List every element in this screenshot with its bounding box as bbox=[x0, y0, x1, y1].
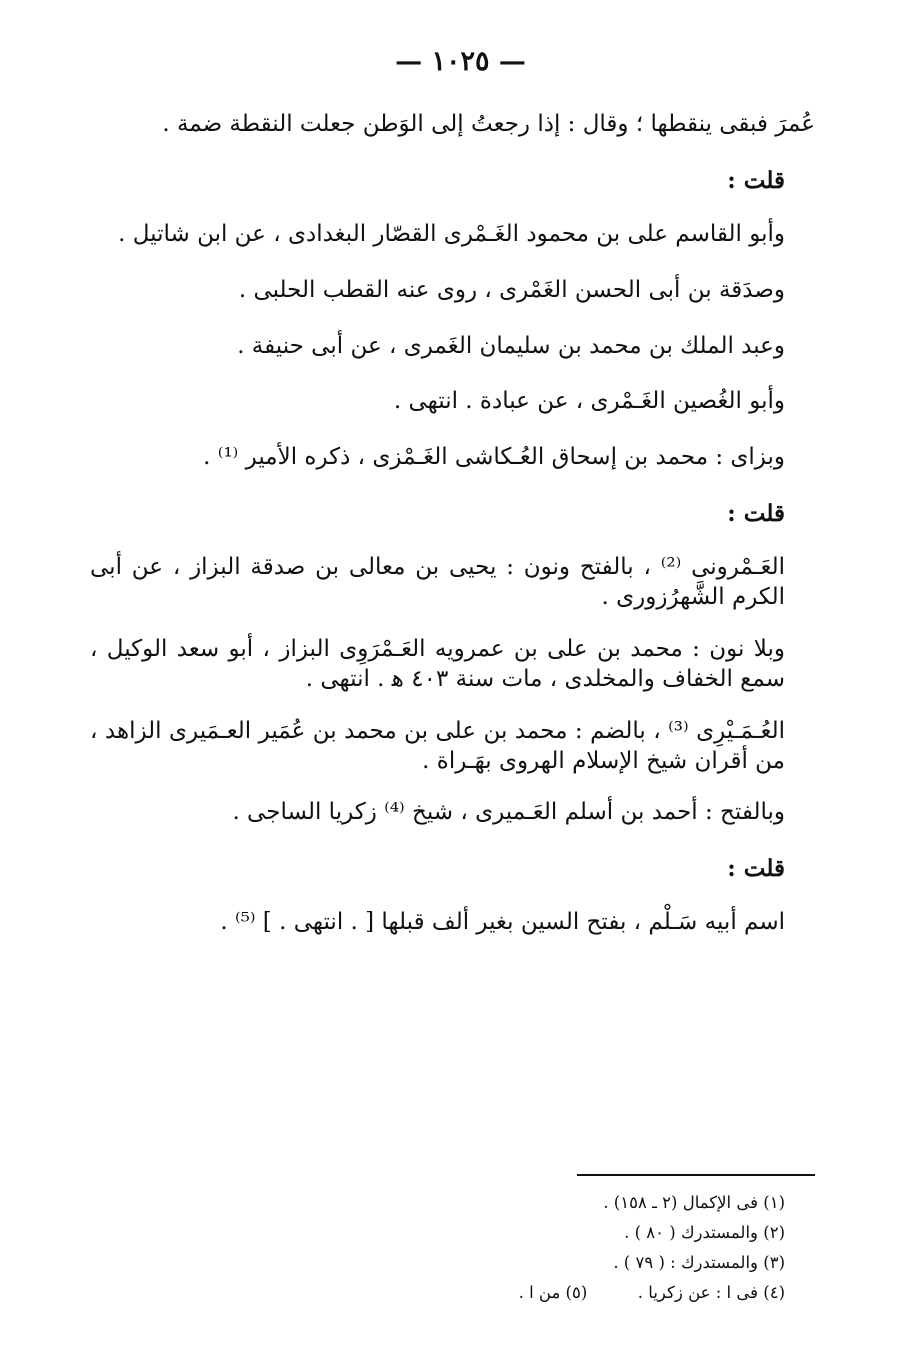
text-line: وأبو الغُصين الغَـمْرى ، عن عبادة . انتهى . bbox=[393, 388, 785, 415]
page-number: — ١٠٢٥ — bbox=[395, 46, 526, 77]
footnote-divider bbox=[577, 1174, 815, 1176]
text-line: اسم أبيه سَـلْم ، بفتح السين بغير ألف قبلها [ . انتهى . ] ⁽⁵⁾ . bbox=[220, 909, 785, 936]
text-line: وعبد الملك بن محمد بن سليمان الغَمرى ، عن أبى حنيفة . bbox=[237, 332, 785, 359]
footnote-3: (٣) والمستدرك : ( ٧٩ ) . bbox=[613, 1253, 785, 1272]
paragraph: العَـمْرونى ⁽²⁾ ، بالفتح ونون : يحيى بن معالى بن صدقة البزاز ، عن أبى الكرم الشَّهرُزورى . bbox=[90, 554, 786, 611]
text-line: وبزاى : محمد بن إسحاق العُـكاشى الغَـمْزى ، ذكره الأمير ⁽¹⁾ . bbox=[203, 444, 785, 471]
footnote-2: (٢) والمستدرك ( ٨٠ ) . bbox=[624, 1223, 785, 1242]
section-heading: قلت : bbox=[727, 855, 785, 883]
text-line: وأبو القاسم على بن محمود الغَـمْرى القصّار البغدادى ، عن ابن شاتيل . bbox=[118, 220, 785, 247]
footnote-4: (٤) فى ا : عن زكريا . bbox=[637, 1283, 785, 1302]
footnote-1: (١) فى الإكمال (٢ ـ ١٥٨) . bbox=[603, 1193, 785, 1212]
footnotes bbox=[420, 1188, 785, 1308]
section-heading: قلت : bbox=[727, 500, 785, 528]
text-line: وصدَقة بن أبى الحسن الغَمْرى ، روى عنه القطب الحلبى . bbox=[238, 276, 785, 303]
footnote-5: (٥) من ا . bbox=[518, 1283, 588, 1302]
text-line: وبالفتح : أحمد بن أسلم العَـميرى ، شيخ ⁽⁴⁾ زكريا الساجى . bbox=[232, 799, 785, 826]
paragraph: العُـمَـيْرِى ⁽³⁾ ، بالضم : محمد بن على بن محمد بن عُمَير العـمَيرى الزاهد ، من أقران شيخ الإسلام الهروى بهَـراة . bbox=[90, 717, 785, 774]
paragraph: وبلا نون : محمد بن على بن عمرويه العَـمْرَوِى البزاز ، أبو سعد الوكيل ، سمع الخفاف والمخلدى ، مات سنة ٤٠٣ ﻫ . انتهى . bbox=[90, 635, 785, 692]
main-text bbox=[90, 110, 815, 964]
text-line: عُمرَ فبقى ينقطها ؛ وقال : إذا رجعتُ إلى الوَطن جعلت النقطة ضمة . bbox=[162, 111, 815, 137]
footnote-row-4-5 bbox=[420, 1278, 785, 1308]
section-heading: قلت : bbox=[727, 166, 785, 194]
